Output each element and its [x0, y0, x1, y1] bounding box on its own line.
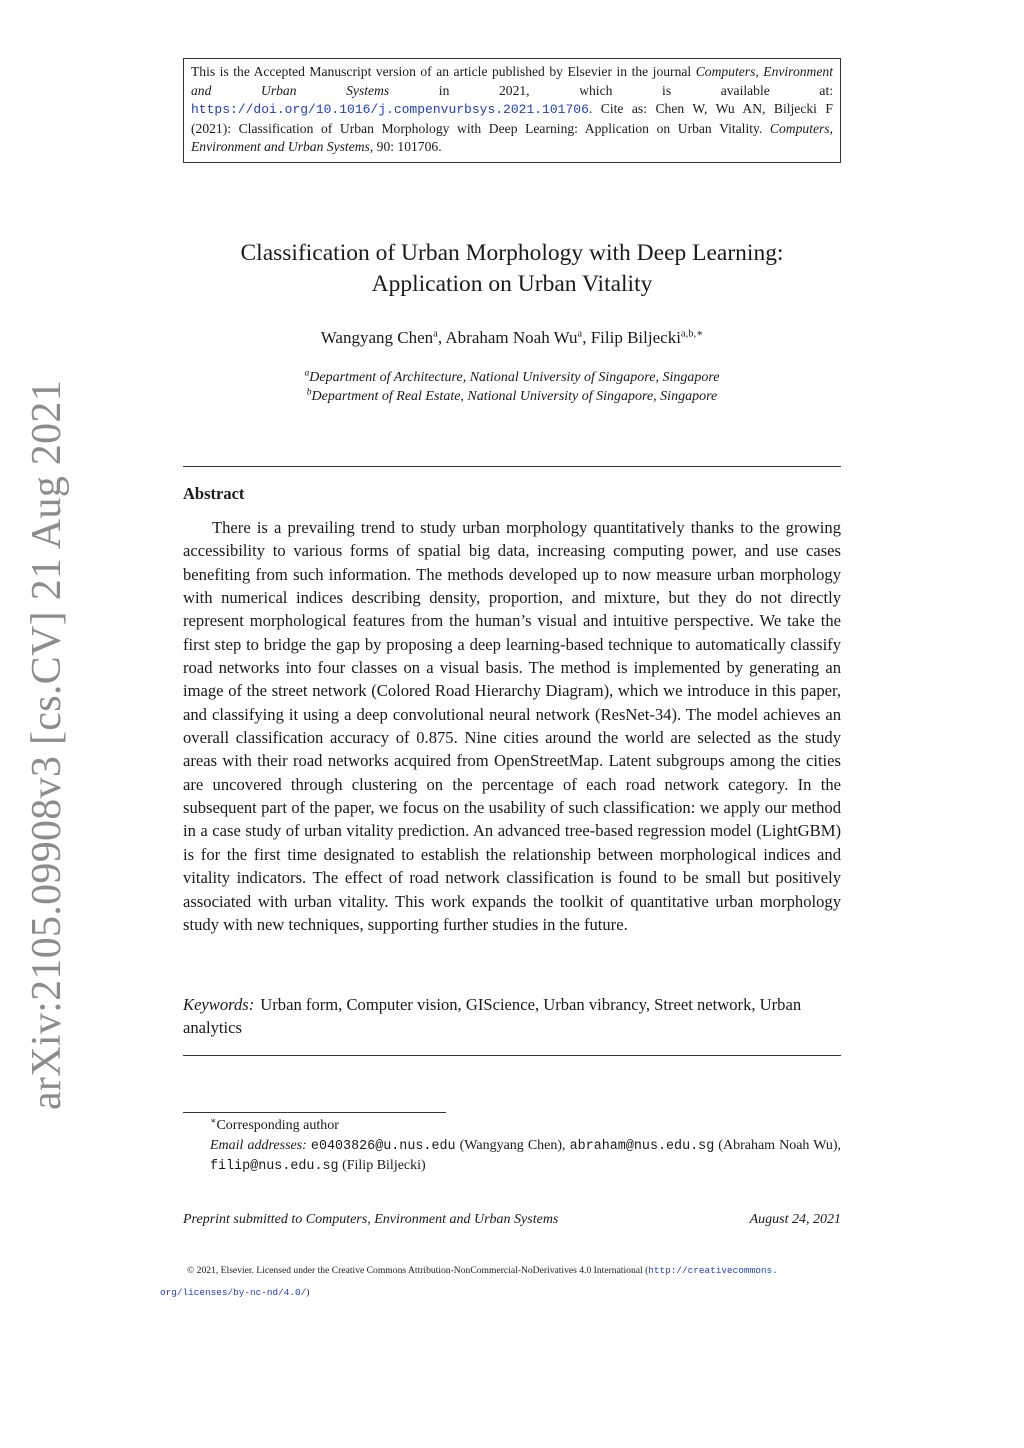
- author-affil-mark: a: [433, 328, 438, 340]
- license-link-part-2[interactable]: org/licenses/by-nc-nd/4.0/: [160, 1287, 307, 1298]
- notice-journal-2: Computers, Environment and Urban Systems: [191, 120, 833, 155]
- keywords-text: Urban form, Computer vision, GIScience, Urban vibrancy, Street network, Urban analytics: [183, 995, 802, 1038]
- abstract-body: There is a prevailing trend to study urban morphology quantitatively thanks to the growing accessibility to various forms of spatial big data, increasing computing power, and use cases benefiting from such information. The methods developed up to now measure urban morphology with numerical indices describing density, proportion, and mixture, but they do not directly represent morphological features from the human’s visual and intuitive perspective. We take the first step to bridge the gap by proposing a deep learning-based technique to automatically classify road networks into four classes on a visual basis. The method is implemented by generating an image of the street network (Colored Road Hierarchy Diagram), which we introduce in this paper, and classifying it using a deep convolutional neural network (ResNet-34). The model achieves an overall classification accuracy of 0.875. Nine cities around the world are selected as the study areas with their road networks acquired from OpenStreetMap. Latent subgroups among the cities are uncovered through clustering on the percentage of each road network category. In the subsequent part of the paper, we focus on the usability of such classification: we apply our method in a case study of urban vitality prediction. An advanced tree-based regression model (LightGBM) is for the first time designated to establish the relationship between morphological indices and vitality indicators. The effect of road network classification is found to be small but positively associated with urban vitality. This work expands the toolkit of quantitative urban morphology study with new techniques, supporting further studies in the future.: [183, 518, 841, 934]
- notice-text-3: . Cite as: Chen W, Wu AN, Biljecki F (2021): Classification of Urban Morphology with Deep Learning: Application on Urban Vitality.: [191, 101, 833, 136]
- doi-link[interactable]: https://doi.org/10.1016/j.compenvurbsys.2021.101706: [191, 102, 589, 118]
- keywords: [183, 993, 841, 1040]
- license-notice: [160, 1258, 840, 1306]
- notice-text-1: This is the Accepted Manuscript version of an article published by Elsevier in the journal: [191, 64, 696, 79]
- license-close: ): [306, 1287, 310, 1298]
- affiliation-item: [183, 387, 841, 406]
- arxiv-identifier[interactable]: arXiv:2105.09908v3 [cs.CV] 21 Aug 2021: [24, 379, 70, 1111]
- email-owner: (Abraham Noah Wu),: [714, 1137, 842, 1153]
- title-line-1: Classification of Urban Morphology with Deep Learning:: [240, 240, 784, 266]
- notice-journal: Computers, Environment and Urban Systems: [191, 64, 833, 98]
- affiliation-mark: a: [304, 368, 310, 379]
- author-list: [183, 328, 841, 348]
- author-affil-mark: a: [577, 328, 583, 340]
- corresponding-author-note: [183, 1116, 841, 1136]
- notice-text-2: in 2021, which is available at:: [389, 82, 833, 98]
- email-link[interactable]: e0403826@u.nus.edu: [310, 1138, 456, 1154]
- abstract-heading: Abstract: [183, 484, 245, 503]
- email-link[interactable]: filip@nus.edu.sg: [210, 1159, 339, 1174]
- affiliations: [183, 368, 841, 406]
- abstract-top-rule: [183, 466, 841, 467]
- footnote-mark: ∗: [210, 1116, 217, 1127]
- keywords-label: Keywords:: [183, 995, 255, 1014]
- author-name: Abraham Noah Wu: [445, 328, 578, 347]
- author-name: Wangyang Chen: [320, 328, 434, 347]
- author-name: Filip Biljecki: [590, 328, 681, 347]
- license-link-part-1[interactable]: http://creativecommons.: [648, 1265, 778, 1276]
- footnote-rule: [183, 1112, 446, 1113]
- author-affil-mark: a,b,∗: [680, 328, 704, 340]
- notice-text-4: , 90: 101706.: [369, 139, 442, 155]
- email-owner: (Filip Biljecki): [338, 1158, 426, 1173]
- title-line-2: Application on Urban Vitality: [371, 271, 653, 297]
- footnotes: [183, 1116, 841, 1177]
- preprint-journal: Preprint submitted to Computers, Environment and Urban Systems: [183, 1212, 559, 1227]
- email-owner: (Wangyang Chen),: [455, 1137, 570, 1153]
- manuscript-notice-box: [183, 58, 841, 163]
- affiliation-item: [183, 368, 841, 387]
- paper-title: [183, 238, 841, 300]
- preprint-date: August 24, 2021: [749, 1212, 841, 1227]
- email-link[interactable]: abraham@nus.edu.sg: [569, 1138, 715, 1154]
- email-label: Email addresses:: [210, 1137, 307, 1153]
- affiliation-mark: b: [306, 387, 312, 398]
- affiliation-text: Department of Real Estate, National University of Singapore, Singapore: [311, 389, 718, 404]
- abstract-bottom-rule: [183, 1055, 841, 1056]
- author-separator: ,: [582, 328, 591, 347]
- affiliation-text: Department of Architecture, National University of Singapore, Singapore: [309, 370, 720, 385]
- license-text: © 2021, Elsevier. Licensed under the Creative Commons Attribution-NonCommercial-NoDerivatives 4.0 International (: [187, 1265, 649, 1276]
- corresponding-author-text: Corresponding author: [216, 1118, 339, 1133]
- email-addresses: [183, 1136, 841, 1177]
- preprint-footer: [183, 1212, 841, 1228]
- author-separator: ,: [437, 328, 446, 347]
